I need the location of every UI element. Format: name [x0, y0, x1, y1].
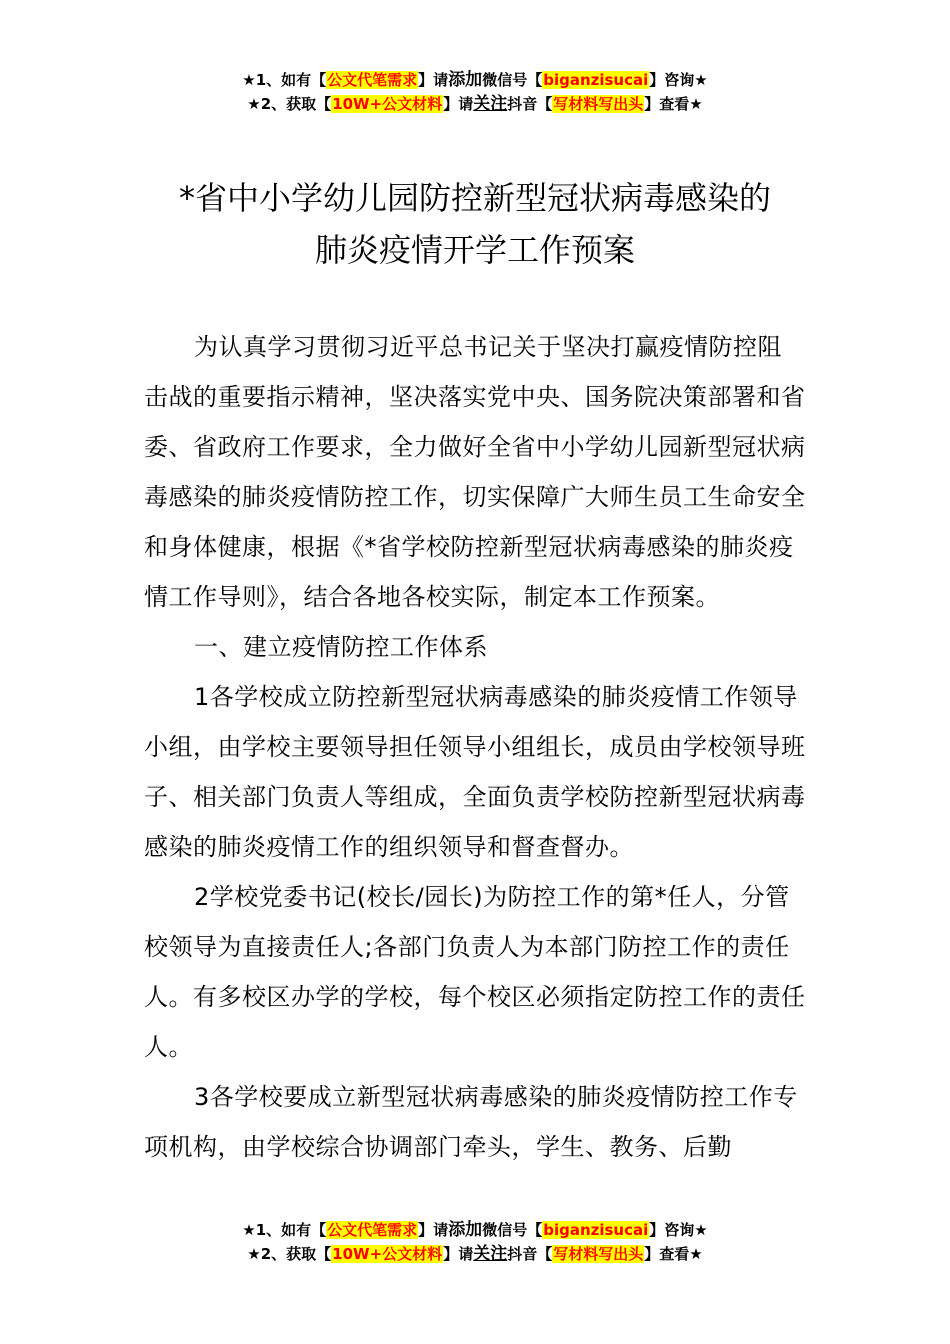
- document-body: [144, 322, 806, 1172]
- banner-highlight: 写材料写出头: [553, 95, 644, 113]
- header-banner: [0, 68, 950, 116]
- banner-line-1: ★1、如有【公文代笔需求】请添加微信号【biganzisucai】咨询★: [242, 70, 708, 90]
- section-heading: 一、建立疫情防控工作体系: [194, 633, 488, 661]
- paragraph-intro: 为认真学习贯彻习近平总书记关于坚决打赢疫情防控阻击战的重要指示精神，坚决落实党中央、国务院决策部署和省委、省政府工作要求，全力做好全省中小学幼儿园新型冠状病毒感染的肺炎疫情防控工作，切实保障广大师生员工生命安全和身体健康，根据《*省学校防控新型冠状病毒感染的肺炎疫情工作导则》，结合各地各校实际，制定本工作预案。: [144, 333, 806, 611]
- title-line-2: 肺炎疫情开学工作预案: [314, 231, 635, 269]
- paragraph-item-3: 3各学校要成立新型冠状病毒感染的肺炎疫情防控工作专项机构，由学校综合协调部门牵头，学生、教务、后勤: [144, 1083, 798, 1161]
- banner-highlight: 10W+公文材料: [332, 1245, 443, 1263]
- paragraph-item-2: 2学校党委书记(校长/园长)为防控工作的第*任人，分管校领导为直接责任人;各部门负责人为本部门防控工作的责任人。有多校区办学的学校，每个校区必须指定防控工作的责任人。: [144, 883, 806, 1061]
- banner-line-2: ★2、获取【10W+公文材料】请关注抖音【写材料写出头】查看★: [247, 1244, 703, 1264]
- banner-highlight: 公文代笔需求: [327, 1221, 418, 1239]
- banner-line-1: ★1、如有【公文代笔需求】请添加微信号【biganzisucai】咨询★: [242, 1220, 708, 1240]
- banner-highlight: biganzisucai: [543, 71, 649, 89]
- banner-highlight: 公文代笔需求: [327, 71, 418, 89]
- banner-highlight: biganzisucai: [543, 1221, 649, 1239]
- banner-highlight: 10W+公文材料: [332, 95, 443, 113]
- banner-line-2: ★2、获取【10W+公文材料】请关注抖音【写材料写出头】查看★: [247, 94, 703, 114]
- banner-highlight: 写材料写出头: [553, 1245, 644, 1263]
- document-title: [120, 172, 830, 276]
- footer-banner: [0, 1218, 950, 1266]
- paragraph-item-1: 1各学校成立防控新型冠状病毒感染的肺炎疫情工作领导小组，由学校主要领导担任领导小组组长，成员由学校领导班子、相关部门负责人等组成，全面负责学校防控新型冠状病毒感染的肺炎疫情工作的组织领导和督查督办。: [144, 683, 806, 861]
- title-line-1: *省中小学幼儿园防控新型冠状病毒感染的: [178, 179, 771, 217]
